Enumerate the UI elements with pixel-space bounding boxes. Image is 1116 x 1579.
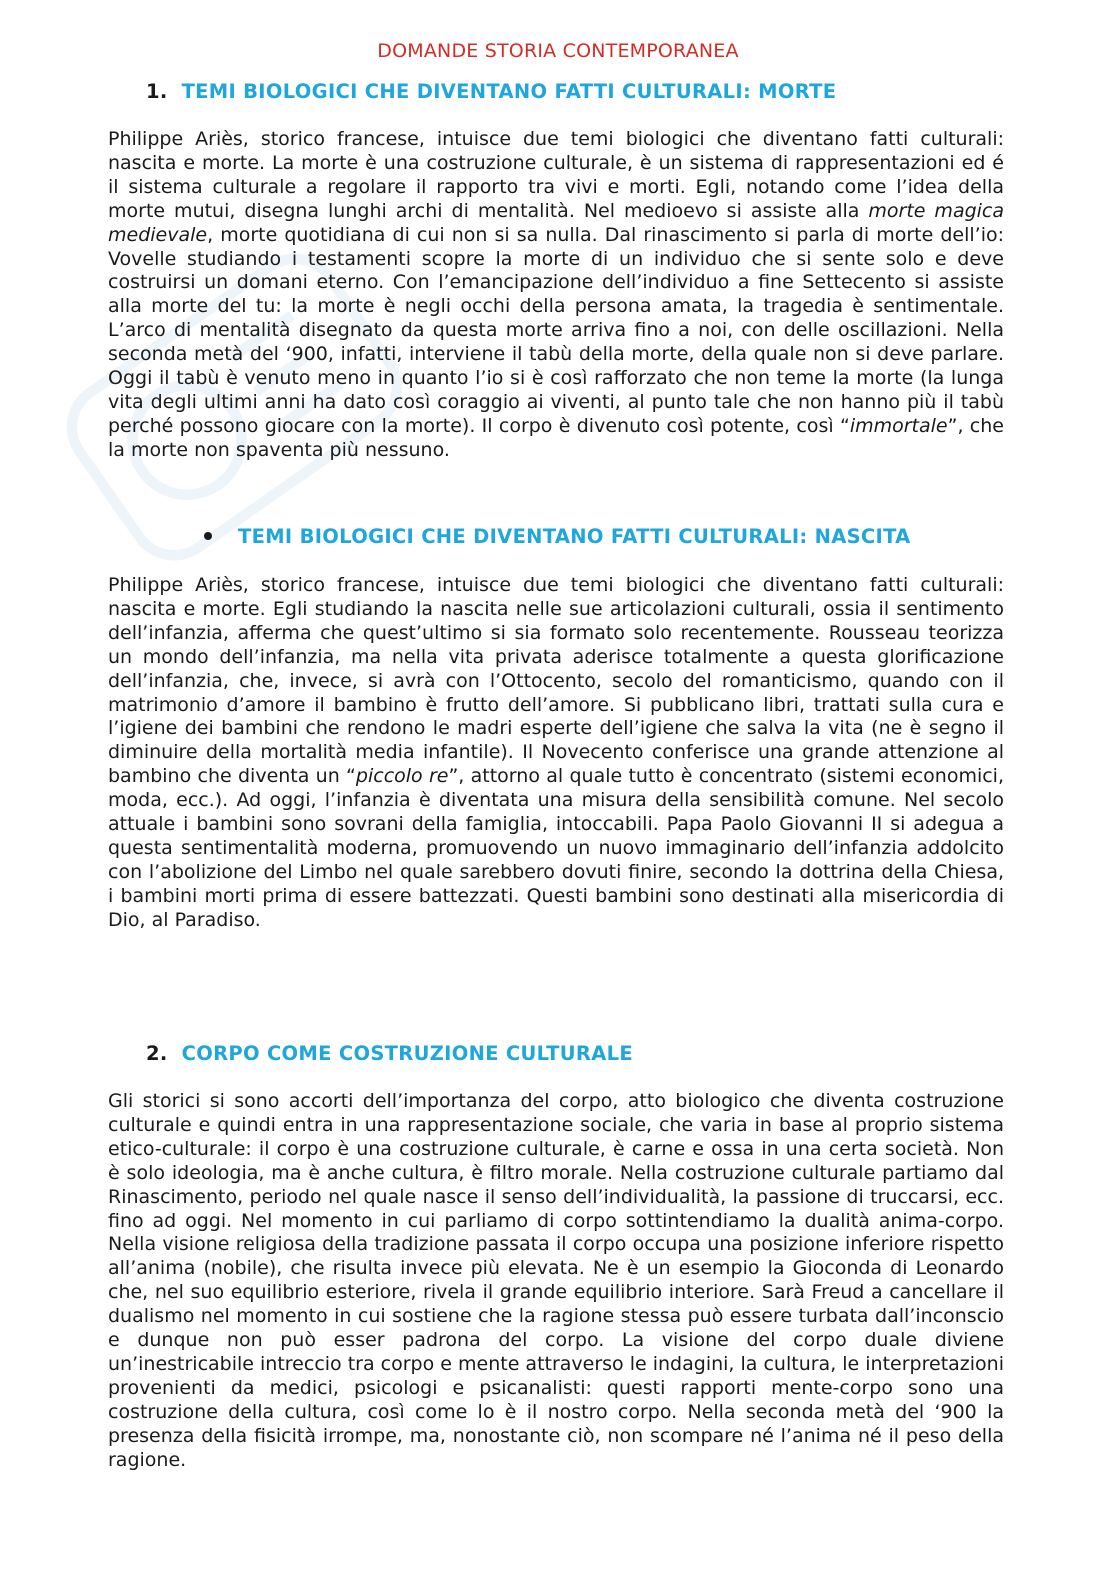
page-title: DOMANDE STORIA CONTEMPORANEA [377,40,739,62]
section-2-title: CORPO COME COSTRUZIONE CULTURALE [181,1042,633,1065]
section-1-title: TEMI BIOLOGICI CHE DIVENTANO FATTI CULTURALI: MORTE [181,80,837,103]
section-1-paragraph: Philippe Ariès, storico francese, intuisce due temi biologici che diventano fatti culturali: nascita e morte. La morte è una costruzione culturale, è un sistema di rappresentazioni ed é il sistema culturale a regolare il rapporto tra vivi e morti. Egli, notando come l’idea della morte mutui, disegna lunghi archi di mentalità. Nel medioevo si assiste alla morte magica medievale, morte quotidiana di cui non si sa nulla. Dal rinascimento si parla di morte dell’io: Vovelle studiando i testamenti scopre la morte di un individuo che si sente solo e deve costruirsi un domani eterno. Con l’emancipazione dell’individuo a fine Settecento si assiste alla morte del tu: la morte è negli occhi della persona amata, la tragedia è sentimentale. L’arco di mentalità disegnato da questa morte arriva fino a noi, con delle oscillazioni. Nella seconda metà del ‘900, infatti, interviene il tabù della morte, della quale non si deve parlare. Oggi il tabù è venuto meno in quanto l’io si è così rafforzato che non teme la morte (la lunga vita degli ultimi anni ha dato così coraggio ai viventi, al punto tale che non hanno più il tabù perché possono giocare con la morte). Il corpo è divenuto così potente, così “immortale”, che la morte non spaventa più nessuno. [108,128,1005,461]
section-1-heading [146,80,836,103]
section-2-heading [146,1042,633,1065]
section-2-number: 2. [146,1042,168,1065]
section-2-paragraph: Gli storici si sono accorti dell’importanza del corpo, atto biologico che diventa costruzione culturale e quindi entra in una rappresentazione sociale, che varia in base al proprio sistema etico-culturale: il corpo è una costruzione culturale, è carne e ossa in una certa società. Non è solo ideologia, ma è anche cultura, è filtro morale. Nella costruzione culturale partiamo dal Rinascimento, periodo nel quale nasce il senso dell’individualità, la passione di truccarsi, ecc. fino ad oggi. Nel momento in cui parliamo di corpo sottintendiamo la dualità anima-corpo. Nella visione religiosa della tradizione passata il corpo occupa una posizione inferiore rispetto all’anima (nobile), che risulta invece più elevata. Ne è un esempio la Gioconda di Leonardo che, nel suo equilibrio esteriore, rivela il grande equilibrio interiore. Sarà Freud a cancellare il dualismo nel momento in cui sostiene che la ragione stessa può essere turbata dall’inconscio e dunque non può esser padrona del corpo. La visione del corpo duale diviene un’inestricabile intreccio tra corpo e mente attraverso le indagini, la cultura, le interpretazioni provenienti da medici, psicologi e psicanalisti: questi rapporti mente-corpo sono una costruzione della cultura, così come lo è il nostro corpo. Nella seconda metà del ‘900 la presenza della fisicità irrompe, ma, nonostante ciò, non scompare né l’anima né il peso della ragione. [108,1090,1004,1471]
bullet-icon [204,532,212,540]
section-bullet-heading [204,525,911,548]
section-1-number: 1. [146,80,168,103]
section-bullet-paragraph: Philippe Ariès, storico francese, intuisce due temi biologici che diventano fatti culturali: nascita e morte. Egli studiando la nascita nelle sue articolazioni culturali, ossia il sentimento dell’infanzia, afferma che quest’ultimo si sia formato solo recentemente. Rousseau teorizza un mondo dell’infanzia, ma nella vita privata aderisce totalmente a questa glorificazione dell’infanzia, che, invece, si avrà con l’Ottocento, secolo del romanticismo, quando con il matrimonio d’amore il bambino è frutto dell’amore. Si pubblicano libri, trattati sulla cura e l’igiene dei bambini che rendono le madri esperte dell’igiene che salva la vita (ne è segno il diminuire della mortalità media infantile). Il Novecento conferisce una grande attenzione al bambino che diventa un “piccolo re”, attorno al quale tutto è concentrato (sistemi economici, moda, ecc.). Ad oggi, l’infanzia è diventata una misura della sensibilità comune. Nel secolo attuale i bambini sono sovrani della famiglia, intoccabili. Papa Paolo Giovanni II si adegua a questa sentimentalità moderna, promuovendo un nuovo immaginario dell’infanzia addolcito con l’abolizione del Limbo nel quale sarebbero dovuti finire, secondo la dottrina della Chiesa, i bambini morti prima di essere battezzati. Questi bambini sono destinati alla misericordia di Dio, al Paradiso. [108,574,1005,931]
section-bullet-title: TEMI BIOLOGICI CHE DIVENTANO FATTI CULTURALI: NASCITA [238,525,911,548]
